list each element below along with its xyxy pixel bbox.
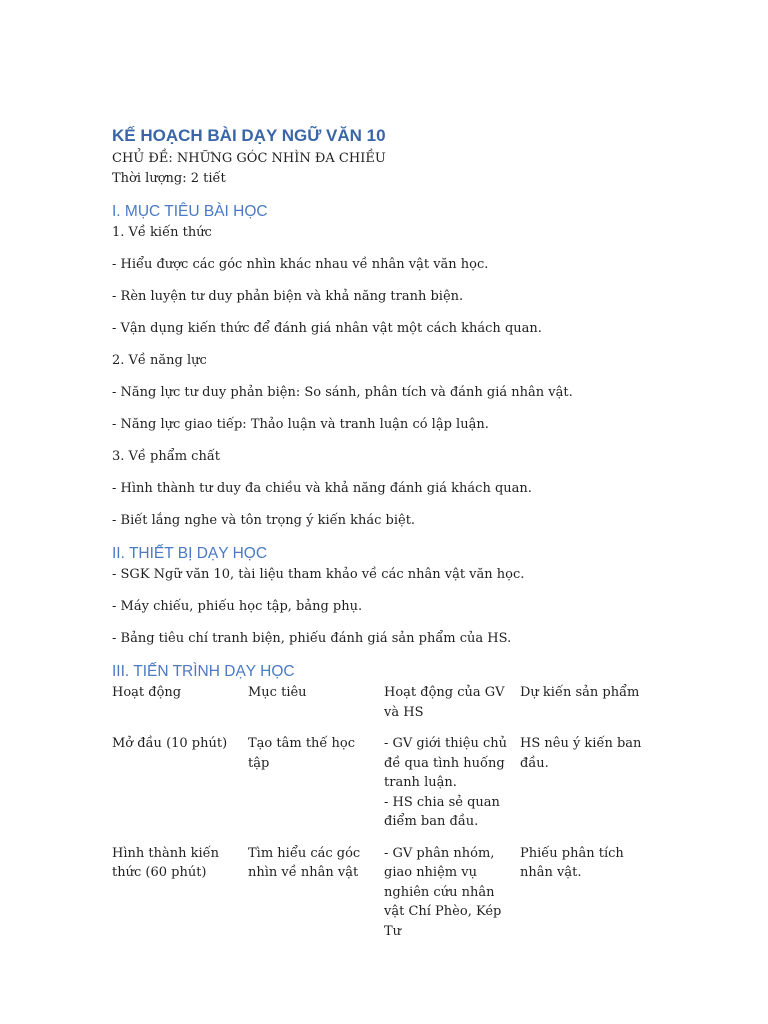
quality-item: - Biết lắng nghe và tôn trọng ý kiến khác biệt. — [112, 513, 416, 528]
column-header: Mục tiêu — [248, 685, 307, 700]
goal-cell: Tạo tâm thế học tập — [248, 736, 356, 771]
teacher-student-activity: - HS chia sẻ quan điểm ban đầu. — [384, 794, 500, 829]
column-header: Dự kiến sản phẩm — [520, 685, 640, 700]
column-header: Hoạt động — [112, 685, 182, 700]
teacher-student-activity: - GV phân nhóm, giao nhiệm vụ nghiên cứu nhân vật Chí Phèo, Kép Tư — [384, 845, 502, 939]
competence-item: - Năng lực tư duy phản biện: So sánh, phân tích và đánh giá nhân vật. — [112, 385, 573, 400]
equipment-item: - SGK Ngữ văn 10, tài liệu tham khảo về các nhân vật văn học. — [112, 567, 525, 582]
lesson-process-table — [112, 683, 652, 941]
section-heading-process: III. TIẾN TRÌNH DẠY HỌC — [112, 663, 295, 680]
subheading-knowledge: 1. Về kiến thức — [112, 225, 212, 240]
knowledge-item: - Rèn luyện tư duy phản biện và khả năng tranh biện. — [112, 289, 464, 304]
activity-cell: Hình thành kiến thức (60 phút) — [112, 845, 220, 880]
subheading-competence: 2. Về năng lực — [112, 353, 207, 368]
knowledge-item: - Hiểu được các góc nhìn khác nhau về nhân vật văn học. — [112, 257, 489, 272]
product-cell: Phiếu phân tích nhân vật. — [520, 845, 624, 880]
document-page — [112, 124, 652, 941]
section-heading-equipment: II. THIẾT BỊ DẠY HỌC — [112, 545, 268, 562]
product-cell: HS nêu ý kiến ban đầu. — [520, 736, 642, 771]
goal-cell: Tìm hiểu các góc nhìn về nhân vật — [248, 845, 361, 880]
column-header: Hoạt động của GV và HS — [384, 685, 505, 720]
subheading-quality: 3. Về phẩm chất — [112, 449, 221, 464]
competence-item: - Năng lực giao tiếp: Thảo luận và tranh luận có lập luận. — [112, 417, 489, 432]
document-title: KẾ HOẠCH BÀI DẠY NGỮ VĂN 10 — [112, 126, 386, 145]
equipment-item: - Máy chiếu, phiếu học tập, bảng phụ. — [112, 599, 363, 614]
activity-cell: Mở đầu (10 phút) — [112, 736, 228, 751]
table-row — [112, 832, 652, 942]
table-row — [112, 722, 652, 832]
equipment-item: - Bảng tiêu chí tranh biện, phiếu đánh giá sản phẩm của HS. — [112, 631, 512, 646]
duration-line: Thời lượng: 2 tiết — [112, 171, 226, 186]
table-header-row — [112, 683, 652, 722]
section-heading-objectives: I. MỤC TIÊU BÀI HỌC — [112, 203, 268, 220]
knowledge-item: - Vận dụng kiến thức để đánh giá nhân vật một cách khách quan. — [112, 321, 542, 336]
quality-item: - Hình thành tư duy đa chiều và khả năng đánh giá khách quan. — [112, 481, 532, 496]
teacher-student-activity: - GV giới thiệu chủ đề qua tình huống tranh luận. — [384, 736, 508, 790]
topic-line: CHỦ ĐỀ: NHỮNG GÓC NHÌN ĐA CHIỀU — [112, 151, 386, 166]
